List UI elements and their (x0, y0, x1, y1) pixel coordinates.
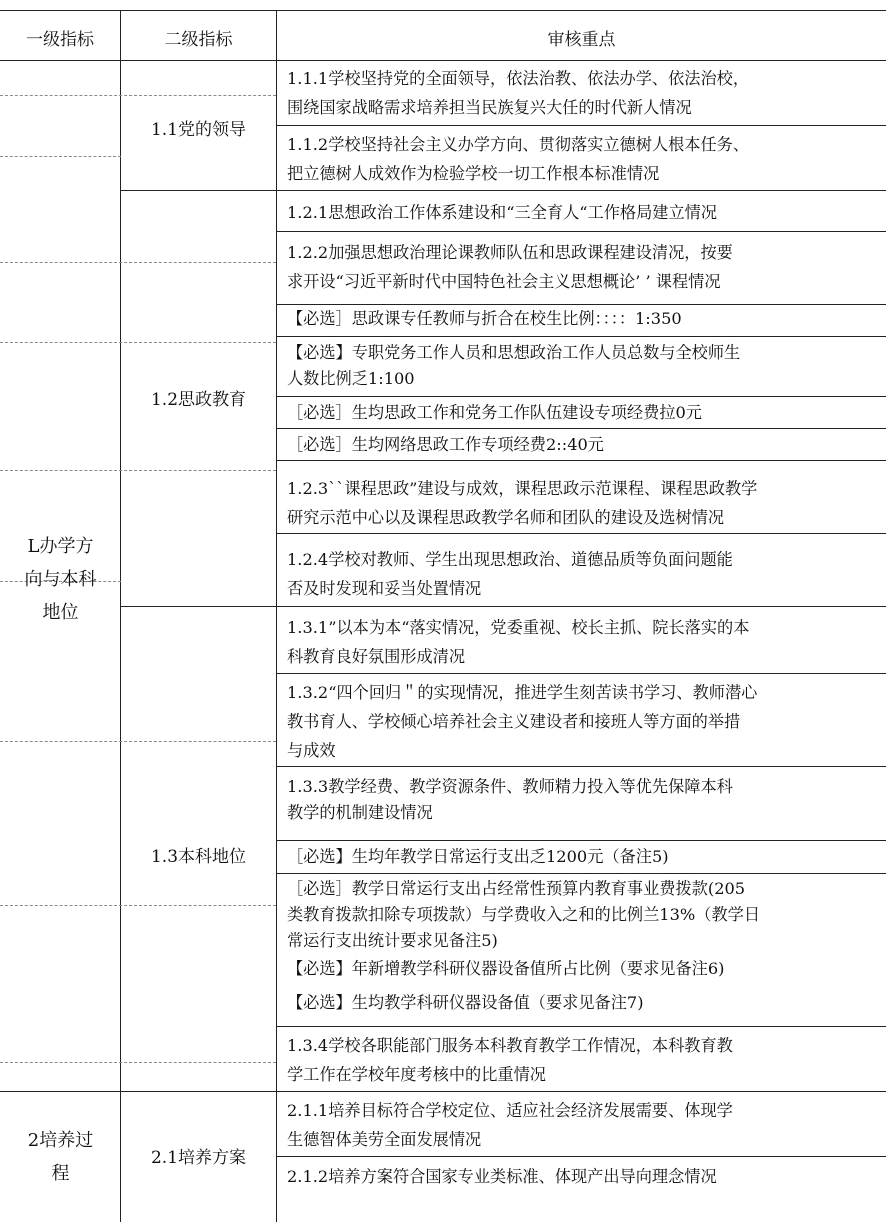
review-point (287, 1031, 879, 1089)
row-border (277, 533, 886, 534)
review-point-line: 1.1.1学校坚持党的全面领导，依法治教、依法办学、依法治校， (287, 69, 750, 88)
dashed-artifact (0, 262, 276, 263)
row-border (277, 125, 886, 126)
level1-cell (0, 1124, 121, 1190)
header-level2: 二级指标 (164, 30, 233, 50)
review-point (287, 545, 879, 603)
review-point-line: 【必选］思政课专任教师与折合在校生比例：：：：1:350 (287, 309, 682, 328)
review-point-line: 生德智体美劳全面发展情况 (287, 1130, 482, 1149)
review-point-line: 1.3.1”以本为本“落实情况，党委重视、校长主抓、院长落实的本 (287, 618, 750, 637)
col-border-2 (276, 10, 277, 1222)
row-border (277, 766, 886, 767)
row-border (277, 231, 886, 232)
review-point (287, 842, 879, 871)
review-point-line: 围绕国家战略需求培养担当民族复兴大任的时代新人情况 (287, 98, 692, 117)
level1-text-line: L办学方 (27, 536, 94, 557)
review-point-line: 学工作在学校年度考核中的比重情况 (287, 1065, 546, 1084)
review-point-line: ［必选］生均网络思政工作专项经费2::40元 (287, 435, 604, 454)
review-point-line: 与成效 (287, 741, 336, 760)
review-point-line: 1.2.2加强思想政治理论课教师队伍和思政课程建设清况，按要 (287, 243, 733, 262)
row-border (277, 460, 886, 461)
header-review-focus: 审核重点 (547, 30, 616, 50)
review-point-line: 研究示范中心以及课程思政教学名师和团队的建设及选树情况 (287, 508, 725, 527)
row-border (277, 840, 886, 841)
review-point-line: 1.3.2“四个回归＂的实现情况，推进学生刻苦读书学习、教师潜心 (287, 683, 758, 702)
review-point (287, 398, 879, 427)
review-point-line: ［必选］生均思政工作和党务工作队伍建设专项经费拉0元 (287, 403, 702, 422)
dashed-artifact (0, 741, 276, 742)
review-point (287, 64, 879, 122)
review-point (287, 990, 879, 1016)
review-point-line: 1.2.4学校对教师、学生出现思想政治、道德品质等负面问题能 (287, 550, 733, 569)
review-point-line: 科教育良好氛围形成清况 (287, 647, 466, 666)
review-point (287, 304, 879, 333)
table-top-border (0, 10, 886, 11)
row-border (277, 673, 886, 674)
row-border (277, 336, 886, 337)
dashed-artifact (0, 1062, 276, 1063)
review-point-line: 【必选】专职党务工作人员和思想政治工作人员总数与全校师生 (287, 343, 741, 362)
row-border (277, 428, 886, 429)
review-point (287, 130, 879, 188)
level2-cell: 1.3本科地位 (150, 847, 247, 867)
review-point-line: 2.1.2培养方案符合国家专业类标准、体现产出导向理念情况 (287, 1167, 717, 1186)
level2-cell: 2.1培养方案 (150, 1148, 247, 1168)
review-point (287, 876, 879, 954)
review-point (287, 613, 879, 671)
review-point-line: 求开设“习近平新时代中国特色社会主义思想概论’ ’ 课程情况 (287, 272, 721, 291)
review-point (287, 1096, 879, 1154)
level1-cell (0, 530, 121, 629)
level2-border (121, 190, 276, 191)
row-border (277, 873, 886, 874)
review-point-line: 1.3.3教学经费、教学资源条件、教师精力投入等优先保障本科 (287, 777, 733, 796)
review-point (287, 238, 879, 296)
level2-cell: 1.1党的领导 (150, 120, 247, 140)
level1-text-line: 2培养过 (27, 1130, 94, 1151)
review-point-line: 2.1.1培养目标符合学校定位、适应社会经济发展需要、体现学 (287, 1101, 733, 1120)
dashed-artifact (0, 156, 121, 157)
review-point-line: 类教育拨款扣除专项拨款）与学费收入之和的比例兰13%（教学日 (287, 905, 761, 924)
header-level1: 一级指标 (26, 30, 94, 50)
level2-border (121, 606, 276, 607)
review-point-line: ［必选］教学日常运行支出占经常性预算内教育事业费拨款(205 (287, 879, 746, 898)
review-point (287, 474, 879, 532)
review-point-line: 1.2.1思想政治工作体系建设和“三全育人“工作格局建立情况 (287, 203, 718, 222)
review-point-line: 教书育人、学校倾心培养社会主义建设者和接班人等方面的举措 (287, 712, 741, 731)
header-bottom-border (0, 60, 886, 61)
review-point (287, 340, 879, 392)
review-point-line: 【必选】年新增教学科研仪器设备值所占比例（要求见备注6) (287, 959, 725, 978)
row-border (277, 396, 886, 397)
review-point (287, 774, 879, 826)
review-point-line: 教学的机制建设情况 (287, 803, 433, 822)
review-point (287, 430, 879, 459)
row-border (277, 1156, 886, 1157)
review-point-line: 人数比例乏1:100 (287, 369, 415, 388)
dashed-artifact (0, 342, 276, 343)
review-point (287, 198, 879, 227)
dashed-artifact (0, 95, 276, 96)
level1-text-line: 地位 (42, 602, 79, 623)
review-point (287, 1162, 879, 1191)
review-point-line: 常运行支出统计要求见备注5) (287, 931, 498, 950)
review-point-line: 把立德树人成效作为检验学校一切工作根本标准情况 (287, 164, 660, 183)
dashed-artifact (0, 470, 276, 471)
row-border (277, 190, 886, 191)
level1-text-line: 向与本科 (24, 569, 97, 590)
review-point-line: ［必选】生均年教学日常运行支出乏1200元（备注5) (287, 847, 669, 866)
dashed-artifact (0, 905, 276, 906)
row-border (277, 606, 886, 607)
review-point-line: 1.1.2学校坚持社会主义办学方向、贯彻落实立德树人根本任务、 (287, 135, 750, 154)
review-point-line: 1.3.4学校各职能部门服务本科教育教学工作情况，本科教育教 (287, 1036, 733, 1055)
level1-text-line: 程 (51, 1163, 70, 1184)
review-point (287, 678, 879, 765)
review-point-line: 否及时发现和妥当处置情况 (287, 579, 482, 598)
review-point-line: 1.2.3``课程思政”建设与成效，课程思政示范课程、课程思政教学 (287, 479, 758, 498)
review-point-line: 【必选】生均教学科研仪器设备值（要求见备注7) (287, 993, 644, 1012)
level2-cell: 1.2思政教育 (150, 390, 247, 410)
section-divider (0, 1091, 886, 1092)
review-point (287, 956, 879, 982)
row-border (277, 1026, 886, 1027)
